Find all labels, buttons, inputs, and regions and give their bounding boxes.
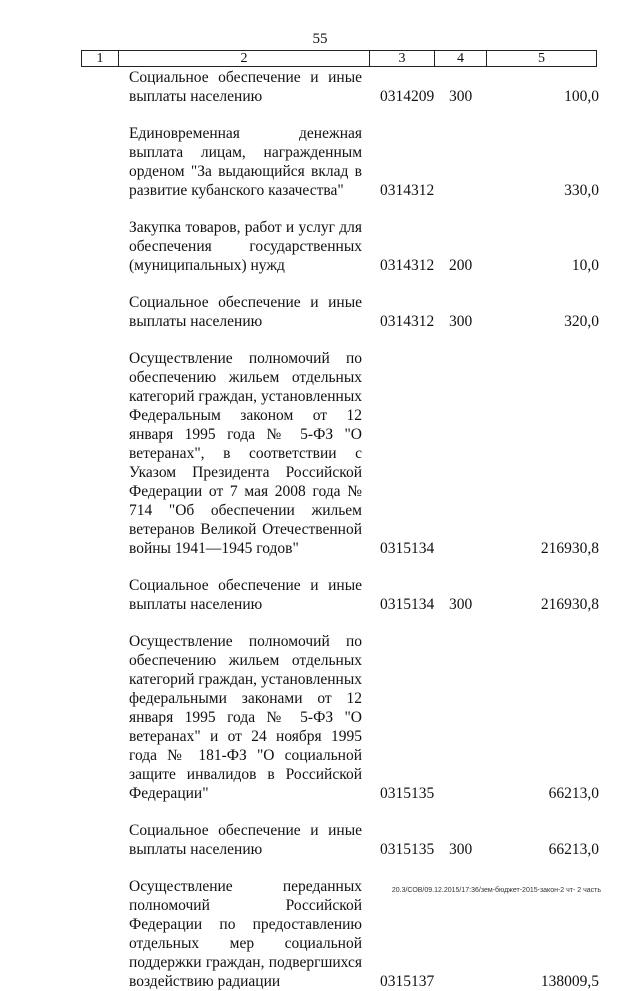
row-name: Осуществление полномочий по обеспечению жильем отдельных категорий граждан, установленных Федеральным законом от 12 января 1995 года № 5-ФЗ "О ветеранах", в соответствии с Указом Президента Российской Федерации от 7 мая 2008 года № 714 "Об обеспечении жильем ветеранов Великой Отечественной войны 1941—1945 годов" [129,350,362,557]
row-kind: 300 [449,313,473,330]
row-code: 0315134 [380,596,435,613]
row-code: 0314312 [380,182,435,199]
table-row [0,293,640,331]
document-footer: 20.3/СОВ/09.12.2015/17:36/зем-бюджет-2015-закон-2 чт- 2 часть [391,887,601,894]
row-code: 0314312 [380,313,435,330]
row-sum: 66213,0 [548,785,599,802]
row-name: Закупка товаров, работ и услуг для обеспечения государственных (муниципальных) нужд [129,219,362,274]
row-sum: 10,0 [571,257,599,274]
row-code: 0315135 [380,841,435,858]
table-row [0,68,640,106]
row-kind: 300 [449,88,473,105]
row-code: 0314209 [380,88,435,105]
table-row [0,877,640,991]
table-row [0,632,640,803]
row-code: 0315135 [380,785,435,802]
row-name: Осуществление полномочий по обеспечению жильем отдельных категорий граждан, установленных федеральными законами от 12 января 1995 года № 5-ФЗ "О ветеранах" и от 24 ноября 1995 года № 181-ФЗ "О социальной защите инвалидов в Российской Федерации" [129,633,362,802]
row-kind: 200 [449,257,473,274]
row-name: Социальное обеспечение и иные выплаты населению [129,822,362,858]
row-sum: 216930,8 [540,540,599,557]
table-row [0,821,640,859]
header-col-4: 4 [435,51,487,66]
row-sum: 100,0 [564,88,599,105]
table-header [81,50,597,67]
row-sum: 66213,0 [548,841,599,858]
row-name: Социальное обеспечение и иные выплаты населению [129,294,362,330]
table-row [0,218,640,275]
row-sum: 320,0 [564,313,599,330]
row-name: Социальное обеспечение и иные выплаты населению [129,69,362,105]
row-name: Осуществление переданных полномочий Российской Федерации по предоставлению отдельных мер социальной поддержки граждан, подвергшихся воздействию радиации [129,878,362,990]
table-row [0,124,640,200]
row-sum: 138009,5 [540,973,599,990]
row-code: 0315134 [380,540,435,557]
row-sum: 216930,8 [540,596,599,613]
row-kind: 300 [449,841,473,858]
table-body [0,68,640,991]
row-sum: 330,0 [564,182,599,199]
header-col-1: 1 [82,51,119,66]
page-number: 55 [312,31,328,47]
row-name: Социальное обеспечение и иные выплаты населению [129,577,362,613]
row-kind: 300 [449,596,473,613]
header-col-5: 5 [538,51,545,66]
header-col-2: 2 [119,51,370,66]
table-row [0,349,640,558]
table-row [0,576,640,614]
row-code: 0315137 [380,973,435,990]
row-code: 0314312 [380,257,435,274]
header-col-3: 3 [370,51,435,66]
row-name: Единовременная денежная выплата лицам, награжденным орденом "За выдающийся вклад в развитие кубанского казачества" [129,125,362,199]
